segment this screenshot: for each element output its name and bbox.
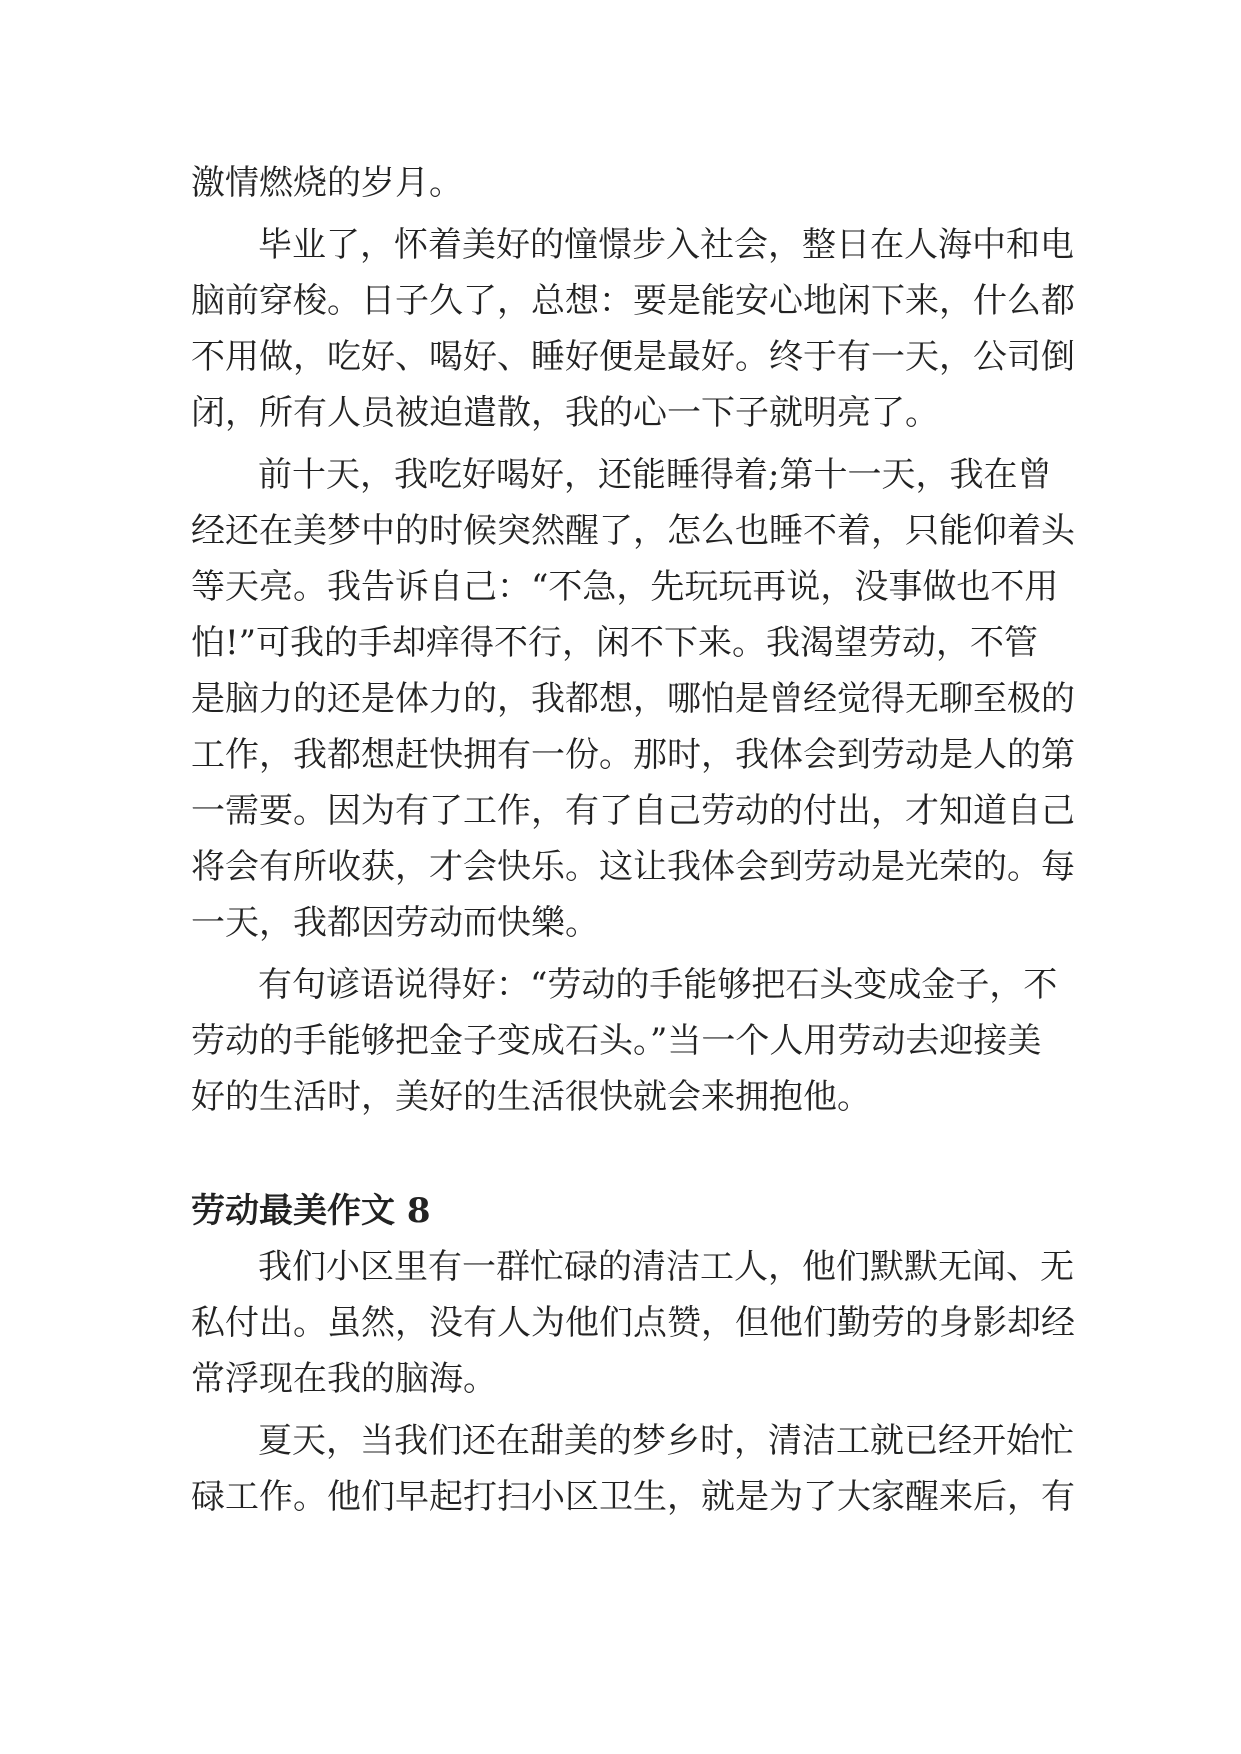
paragraph-start-line: 有句谚语说得好：“劳动的手能够把石头变成金子，不 — [258, 965, 1058, 1005]
text-line: 闭，所有人员被迫遣散，我的心一下子就明亮了。 — [191, 393, 939, 433]
text-line: 脑前穿梭。日子久了，总想：要是能安心地闲下来，什么都 — [191, 281, 1075, 321]
section-heading: 劳动最美作文 8 — [191, 1191, 431, 1231]
text-line: 工作，我都想赶快拥有一份。那时，我体会到劳动是人的第 — [191, 735, 1075, 775]
text-line: 将会有所收获，才会快乐。这让我体会到劳动是光荣的。每 — [191, 847, 1075, 887]
text-line: 激情燃烧的岁月。 — [191, 163, 463, 203]
text-line: 一需要。因为有了工作，有了自己劳动的付出，才知道自己 — [191, 791, 1075, 831]
text-line: 不用做，吃好、喝好、睡好便是最好。终于有一天，公司倒 — [191, 337, 1075, 377]
paragraph-start-line: 夏天，当我们还在甜美的梦乡时，清洁工就已经开始忙 — [258, 1421, 1074, 1461]
text-line: 经还在美梦中的时候突然醒了，怎么也睡不着，只能仰着头 — [191, 511, 1075, 551]
text-line: 碌工作。他们早起打扫小区卫生，就是为了大家醒来后，有 — [191, 1477, 1075, 1517]
text-line: 劳动的手能够把金子变成石头。”当一个人用劳动去迎接美 — [191, 1021, 1042, 1061]
text-line: 是脑力的还是体力的，我都想，哪怕是曾经觉得无聊至极的 — [191, 679, 1075, 719]
text-line: 怕!”可我的手却痒得不行，闲不下来。我渴望劳动，不管 — [191, 623, 1039, 663]
paragraph-start-line: 前十天，我吃好喝好，还能睡得着;第十一天，我在曾 — [258, 455, 1052, 495]
text-line: 一天，我都因劳动而快樂。 — [191, 903, 599, 943]
text-line: 常浮现在我的脑海。 — [191, 1359, 497, 1399]
text-line: 等天亮。我告诉自己：“不急，先玩玩再说，没事做也不用 — [191, 567, 1059, 607]
text-line: 好的生活时，美好的生活很快就会来拥抱他。 — [191, 1077, 871, 1117]
paragraph-start-line: 我们小区里有一群忙碌的清洁工人，他们默默无闻、无 — [258, 1247, 1074, 1287]
paragraph-start-line: 毕业了，怀着美好的憧憬步入社会，整日在人海中和电 — [258, 225, 1074, 265]
text-line: 私付出。虽然，没有人为他们点赞，但他们勤劳的身影却经 — [191, 1303, 1075, 1343]
